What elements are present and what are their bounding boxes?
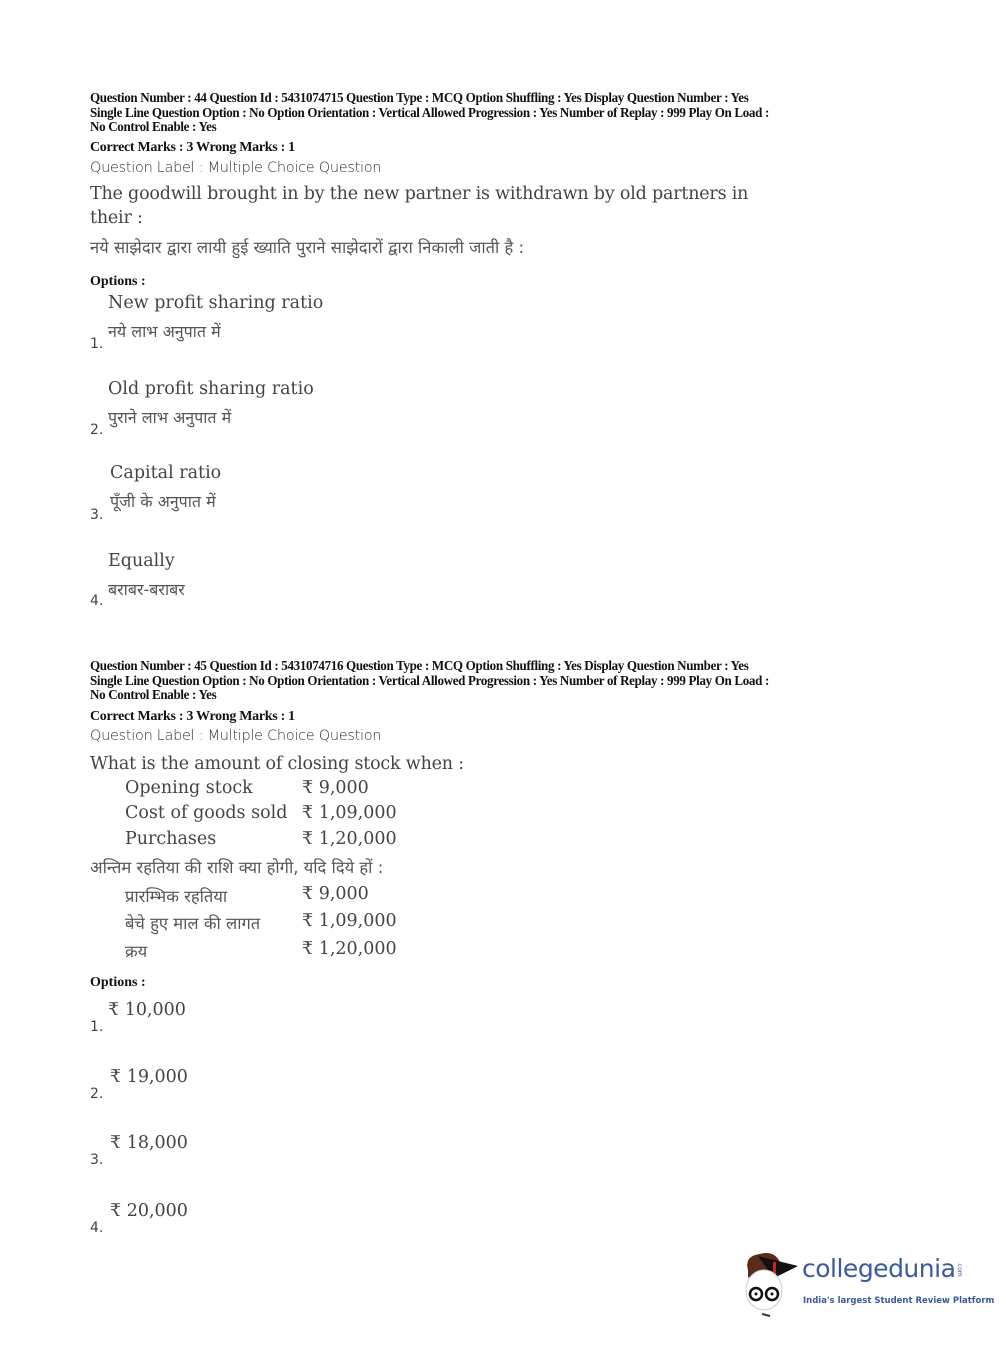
question-label: Question Label : Multiple Choice Question [90,728,382,744]
option-text-en: Old profit sharing ratio [108,379,314,399]
row-value: ₹ 1,20,000 [302,829,397,849]
question-text-hi: अन्तिम रहतिया की राशि क्या होगी, यदि दिये हों : [90,858,384,877]
option-number: 3. [90,1152,104,1168]
option-text: ₹ 19,000 [110,1067,188,1087]
option-text-en: Capital ratio [110,463,222,483]
meta-line: No Control Enable : Yes [90,688,217,703]
option-number: 4. [90,593,104,609]
question-meta [90,660,769,704]
option-number: 4. [90,1220,104,1236]
option-text-en: New profit sharing ratio [108,293,324,313]
marks: Correct Marks : 3 Wrong Marks : 1 [90,140,295,155]
question-text-en: their : [90,208,143,228]
brand-tld: .com [956,1262,963,1277]
option-text-hi: नये लाभ अनुपात में [108,322,221,341]
meta-line: Single Line Question Option : No Option Orientation : Vertical Allowed Progression : Yes Number of Replay : 999 Play On Load : [90,105,769,121]
question-text-hi: नये साझेदार द्वारा लायी हुई ख्याति पुराने साझेदारों द्वारा निकाली जाती है : [90,238,525,257]
option-text: ₹ 18,000 [110,1133,188,1153]
option-number: 2. [90,422,104,438]
option-text-en: Equally [108,551,175,571]
question-text-en: The goodwill brought in by the new partner is withdrawn by old partners in [90,184,749,204]
meta-line: Single Line Question Option : No Option Orientation : Vertical Allowed Progression : Yes Number of Replay : 999 Play On Load : [90,673,769,689]
option-number: 1. [90,1019,104,1035]
row-value: ₹ 9,000 [302,778,369,798]
brand-tagline: India's largest Student Review Platform [803,1296,995,1306]
row-label: क्रय [125,942,148,961]
question-meta [90,92,769,136]
option-text-hi: पूँजी के अनुपात में [110,492,216,511]
mascot-icon [740,1248,802,1318]
options-heading: Options : [90,274,146,289]
question-text-en: What is the amount of closing stock when : [90,754,464,774]
option-number: 2. [90,1086,104,1102]
row-label: Purchases [125,829,217,849]
option-text-hi: बराबर-बराबर [108,580,185,599]
row-value: ₹ 9,000 [302,884,369,904]
row-label: Opening stock [125,778,253,798]
brand-name: collegedunia [802,1254,956,1283]
meta-line: No Control Enable : Yes [90,120,217,135]
meta-line: Question Number : 45 Question Id : 5431074716 Question Type : MCQ Option Shuffling : Yes Display Question Number : Yes [90,659,749,674]
option-number: 3. [90,507,104,523]
row-value: ₹ 1,09,000 [302,803,397,823]
marks: Correct Marks : 3 Wrong Marks : 1 [90,709,295,724]
row-label: Cost of goods sold [125,803,288,823]
option-text: ₹ 20,000 [110,1201,188,1221]
question-label: Question Label : Multiple Choice Question [90,160,382,176]
option-number: 1. [90,336,104,352]
option-text-hi: पुराने लाभ अनुपात में [108,408,232,427]
row-label: बेचे हुए माल की लागत [125,914,261,933]
row-label: प्रारम्भिक रहतिया [125,887,228,906]
options-heading: Options : [90,975,146,990]
collegedunia-logo [740,1248,995,1320]
row-value: ₹ 1,09,000 [302,911,397,931]
meta-line: Question Number : 44 Question Id : 5431074715 Question Type : MCQ Option Shuffling : Yes Display Question Number : Yes [90,91,749,106]
option-text: ₹ 10,000 [108,1000,186,1020]
row-value: ₹ 1,20,000 [302,939,397,959]
